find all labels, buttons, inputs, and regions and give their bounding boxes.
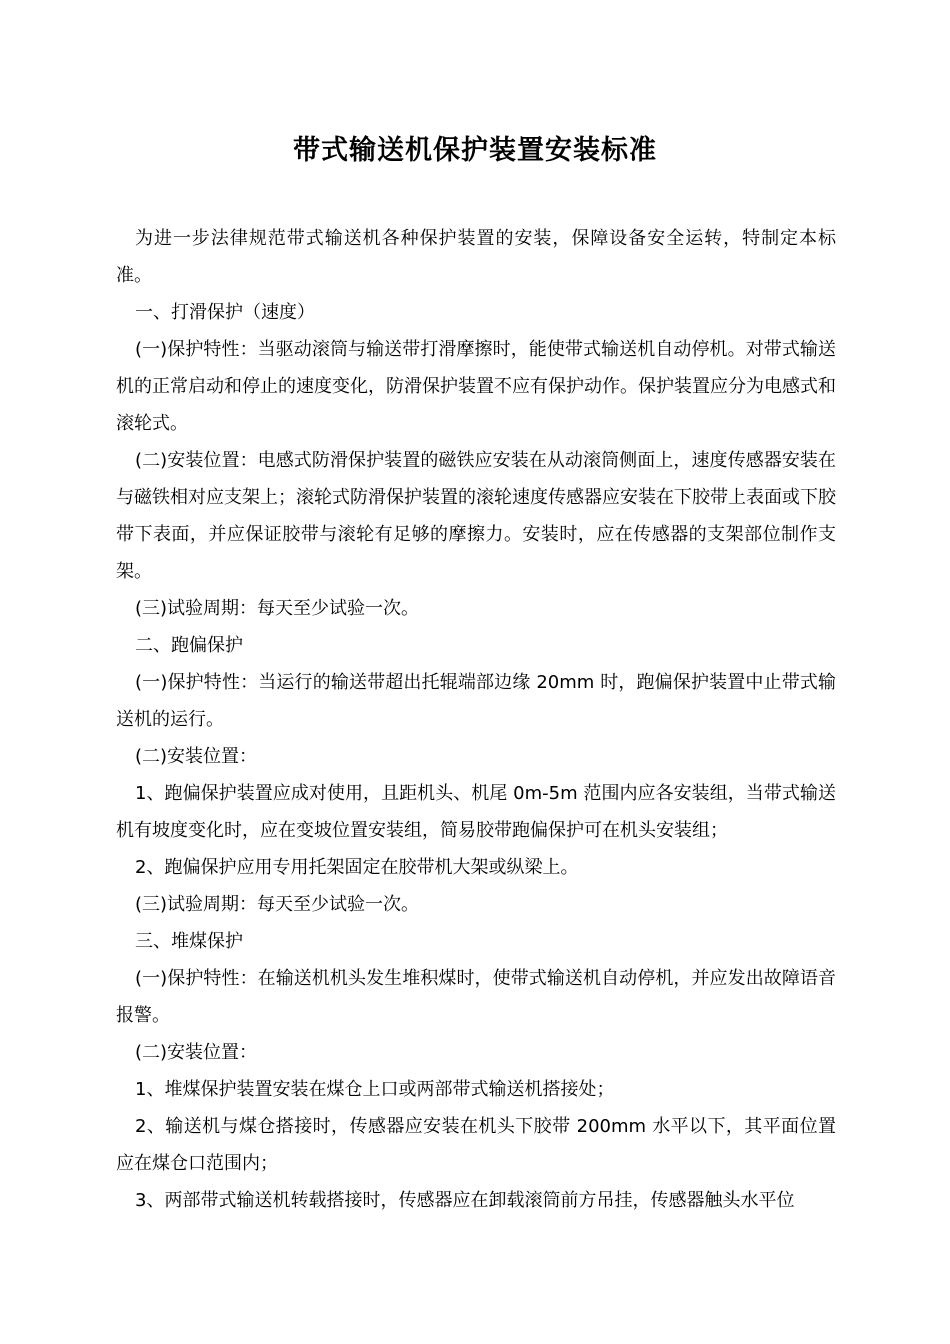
list-item: 2、跑偏保护应用专用托架固定在胶带机大架或纵梁上。 [135, 857, 579, 878]
paragraph: (三)试验周期：每天至少试验一次。 [135, 598, 420, 619]
paragraph: (一)保护特性：当运行的输送带超出托辊端部边缘 20mm 时，跑偏保护装置中止带式输送机的运行。 [116, 672, 836, 730]
section-heading-2: 二、跑偏保护 [135, 635, 243, 656]
paragraph: (一)保护特性：在输送机机头发生堆积煤时，使带式输送机自动停机，并应发出故障语音报警。 [116, 968, 836, 1026]
list-item: 1、跑偏保护装置应成对使用，且距机头、机尾 0m-5m 范围内应各安装组，当带式输送机有坡度变化时，应在变坡位置安装组，简易胶带跑偏保护可在机头安装组； [116, 783, 836, 841]
paragraph: (一)保护特性：当驱动滚筒与输送带打滑摩擦时，能使带式输送机自动停机。对带式输送机的正常启动和停止的速度变化，防滑保护装置不应有保护动作。保护装置应分为电感式和滚轮式。 [116, 339, 836, 434]
list-item: 2、输送机与煤仓搭接时，传感器应安装在机头下胶带 200mm 水平以下，其平面位置应在煤仓口范围内； [116, 1116, 836, 1174]
paragraph: (二)安装位置： [135, 746, 258, 767]
paragraph: (二)安装位置：电感式防滑保护装置的磁铁应安装在从动滚筒侧面上，速度传感器安装在与磁铁相对应支架上；滚轮式防滑保护装置的滚轮速度传感器应安装在下胶带上表面或下胶带下表面，并应保证胶带与滚轮有足够的摩擦力。安装时，应在传感器的支架部位制作支架。 [116, 450, 836, 582]
paragraph: (二)安装位置： [135, 1042, 258, 1063]
intro-paragraph: 为进一步法律规范带式输送机各种保护装置的安装，保障设备安全运转，特制定本标准。 [116, 228, 836, 286]
section-heading-3: 三、堆煤保护 [135, 931, 243, 952]
document-title: 带式输送机保护装置安装标准 [293, 135, 657, 166]
list-item: 3、两部带式输送机转载搭接时，传感器应在卸载滚筒前方吊挂，传感器触头水平位 [135, 1190, 795, 1211]
document-body [116, 220, 836, 1219]
list-item: 1、堆煤保护装置安装在煤仓上口或两部带式输送机搭接处； [135, 1079, 615, 1100]
paragraph: (三)试验周期：每天至少试验一次。 [135, 894, 420, 915]
section-heading-1: 一、打滑保护（速度） [135, 302, 315, 323]
